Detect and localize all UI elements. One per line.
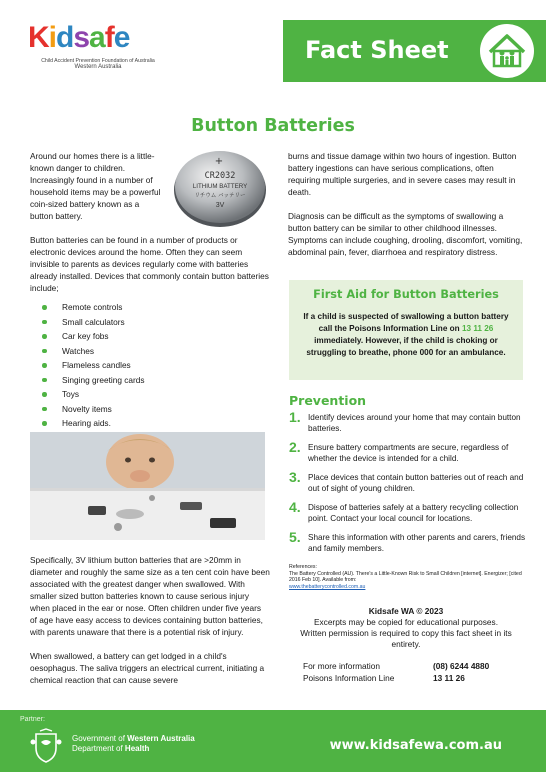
prevention-title: Prevention bbox=[289, 393, 367, 408]
list-item: Remote controls bbox=[30, 300, 270, 315]
svg-text:+: + bbox=[214, 156, 224, 167]
first-aid-text-a: If a child is suspected of swallowing a button battery call the Poisons Information Line on bbox=[303, 312, 509, 333]
burns-paragraph: burns and tissue damage within two hours of ingestion. Button battery ingestions can have serious complications, often requiring multiple surgeries, and in severe cases may result in death. bbox=[288, 151, 517, 197]
header bbox=[0, 0, 546, 100]
prevention-step bbox=[289, 529, 529, 554]
lower-left-text bbox=[30, 554, 270, 698]
contacts bbox=[303, 660, 513, 684]
kidsafe-logo[interactable] bbox=[28, 22, 178, 82]
copyright-line-2: Written permission is required to copy this fact sheet in its entirety. bbox=[300, 628, 512, 649]
contact-value[interactable]: 13 11 26 bbox=[433, 673, 465, 683]
right-column bbox=[288, 150, 528, 270]
list-item: Car key fobs bbox=[30, 329, 270, 344]
website-link[interactable]: www.kidsafewa.com.au bbox=[329, 738, 502, 753]
government-line-2 bbox=[72, 744, 195, 754]
step-text: Identify devices around your home that may contain button batteries. bbox=[308, 413, 521, 433]
list-item: Novelty items bbox=[30, 402, 270, 417]
step-text: Ensure battery compartments are secure, regardless of whether the device is intended for a child. bbox=[308, 443, 509, 463]
references-label: References: bbox=[289, 564, 317, 570]
contact-row bbox=[303, 660, 513, 672]
step-number: 3. bbox=[289, 469, 301, 485]
contact-value[interactable]: (08) 6244 4880 bbox=[433, 661, 490, 671]
list-item: Hearing aids. bbox=[30, 416, 270, 431]
first-aid-box bbox=[289, 280, 523, 380]
intro-paragraph: Around our homes there is a little-known danger to children. Increasingly found in a number of household items may be a powerful coin-sized battery known as a button battery. bbox=[30, 151, 161, 221]
copyright-title: Kidsafe WA © 2023 bbox=[368, 606, 444, 616]
copyright-block bbox=[289, 606, 523, 650]
prevention-step bbox=[289, 409, 529, 434]
step-number: 1. bbox=[289, 409, 301, 425]
references-text: The Battery Controlled (AU). There's a Little-Known Risk to Small Children [internet]. Energizer; [cited 2016 Feb 10]. Available from: bbox=[289, 570, 522, 584]
fact-sheet-band bbox=[283, 20, 546, 82]
prevention-step bbox=[289, 499, 529, 524]
step-number: 4. bbox=[289, 499, 301, 515]
first-aid-text-b: immediately. However, if the child is choking or struggling to breathe, phone 000 for an ambulance. bbox=[306, 336, 506, 357]
prevention-steps bbox=[289, 409, 529, 562]
list-item: Watches bbox=[30, 344, 270, 359]
battery-model-text: CR2032 bbox=[204, 171, 236, 181]
battery-voltage-text: 3V bbox=[215, 202, 225, 209]
child-photo bbox=[30, 432, 265, 540]
diagnosis-paragraph: Diagnosis can be difficult as the symptoms of swallowing a button battery can be similar to other childhood illnesses. Symptoms can include coughing, drooling, discomfort, vomiting, abdominal pain, fever, diarrhoea and respiratory distress. bbox=[288, 211, 523, 257]
dept-name: Health bbox=[124, 744, 150, 753]
dept-text: Department of bbox=[72, 744, 125, 753]
devices-list bbox=[30, 300, 270, 431]
logo-wordmark: Kidsafe bbox=[28, 21, 130, 54]
contact-label: Poisons Information Line bbox=[303, 673, 395, 683]
contact-label: For more information bbox=[303, 661, 381, 671]
family-house-icon bbox=[480, 24, 534, 78]
button-battery-image bbox=[170, 146, 270, 228]
copyright-line-1: Excerpts may be copied for educational purposes. bbox=[313, 617, 499, 627]
devices-paragraph: Button batteries can be found in a number of products or electronic devices around the home. Often they can seem invisible to parents as devices regularly come with batteries already installed. Devices that commonly contain button batteries include; bbox=[30, 235, 269, 293]
poisons-number-link[interactable]: 13 11 26 bbox=[461, 324, 494, 333]
step-number: 2. bbox=[289, 439, 301, 455]
first-aid-text bbox=[299, 311, 513, 359]
prevention-step bbox=[289, 439, 529, 464]
references bbox=[289, 564, 529, 590]
step-text: Share this information with other parents and carers, friends and family members. bbox=[308, 533, 526, 553]
list-item: Singing greeting cards bbox=[30, 373, 270, 388]
fact-sheet-label: Fact Sheet bbox=[305, 36, 449, 64]
partner-label: Partner: bbox=[20, 716, 45, 723]
footer bbox=[0, 710, 546, 772]
prevention-step bbox=[289, 469, 529, 494]
list-item: Small calculators bbox=[30, 315, 270, 330]
wa-crest-icon bbox=[30, 728, 62, 764]
battery-type-text: LITHIUM BATTERY bbox=[192, 183, 248, 190]
logo-subtitle bbox=[28, 58, 168, 70]
logo-subtitle-line-1: Child Accident Prevention Foundation of Australia bbox=[41, 58, 155, 64]
gov-state: Western Australia bbox=[127, 734, 195, 743]
step-text: Place devices that contain button batteries out of reach and out of sight of young children. bbox=[308, 473, 524, 493]
step-text: Dispose of batteries safely at a battery recycling collection point. Contact your local council for locations. bbox=[308, 503, 519, 523]
list-item: Flameless candles bbox=[30, 358, 270, 373]
step-number: 5. bbox=[289, 529, 301, 545]
first-aid-title: First Aid for Button Batteries bbox=[313, 288, 499, 301]
contact-row bbox=[303, 672, 513, 684]
government-line-1 bbox=[72, 734, 195, 744]
list-item: Toys bbox=[30, 387, 270, 402]
references-link[interactable]: www.thebatterycontrolled.com.au bbox=[289, 583, 366, 590]
gov-text: Government of bbox=[72, 734, 128, 743]
size-paragraph: Specifically, 3V lithium button batteries that are >20mm in diameter and roughly the same size as a ten cent coin have been associated with the greatest danger when swallowed. With smaller sized button batteries known to cause serious injury when placed in the ear or nose. Often children under five years of age have easy access to devices containing button batteries, with parents unaware that there is a potential risk of injury. bbox=[30, 555, 270, 637]
government-label bbox=[72, 734, 195, 754]
page-title: Button Batteries bbox=[191, 116, 355, 136]
battery-jp-text: リチウム バッテリー bbox=[194, 193, 246, 199]
swallow-paragraph: When swallowed, a battery can get lodged in a child's oesophagus. The saliva triggers an electrical current, initiating a chemical reaction that can cause severe bbox=[30, 651, 265, 685]
logo-subtitle-line-2: Western Australia bbox=[74, 64, 122, 70]
